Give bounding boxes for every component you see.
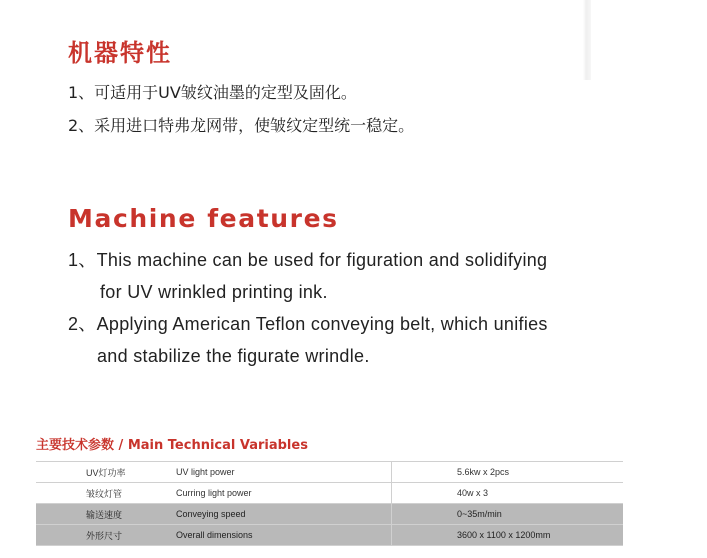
en-features-heading: Machine features [68, 204, 339, 233]
page-edge-shadow [583, 0, 591, 80]
spec-table-title-cn: 主要技术参数 [36, 438, 115, 453]
en-feature-1: 1、This machine can be used for figuration and solidifying [68, 250, 548, 270]
spec-name-cn: 外形尺寸 [36, 525, 176, 546]
spec-name-cn: 皱纹灯管 [36, 483, 176, 504]
table-row [36, 525, 623, 546]
cn-features-heading: 机器特性 [68, 39, 172, 67]
spec-name-cn: UV灯功率 [36, 462, 176, 483]
table-row [36, 483, 623, 504]
table-row [36, 462, 623, 483]
spec-name-en: Conveying speed [176, 504, 392, 525]
en-feature-2: 2、Applying American Teflon conveying belt, which unifies [68, 314, 548, 334]
en-feature-2-continued: and stabilize the figurate wrindle. [97, 346, 370, 366]
cn-feature-1: 1、可适用于UV皱纹油墨的定型及固化。 [68, 83, 357, 102]
cn-feature-2: 2、采用进口特弗龙网带，使皱纹定型统一稳定。 [68, 116, 415, 135]
spec-name-en: Curring light power [176, 483, 392, 504]
spec-value: 3600 x 1100 x 1200mm [392, 525, 624, 546]
spec-table-title-separator: / [114, 438, 128, 453]
spec-name-en: Overall dimensions [176, 525, 392, 546]
spec-table-title [36, 437, 308, 455]
en-feature-1-continued: for UV wrinkled printing ink. [100, 282, 328, 302]
spec-value: 40w x 3 [392, 483, 624, 504]
spec-value: 0~35m/min [392, 504, 624, 525]
spec-table [36, 461, 623, 546]
spec-value: 5.6kw x 2pcs [392, 462, 624, 483]
spec-table-title-en: Main Technical Variables [127, 438, 308, 453]
spec-name-en: UV light power [176, 462, 392, 483]
table-row [36, 504, 623, 525]
spec-name-cn: 输送速度 [36, 504, 176, 525]
